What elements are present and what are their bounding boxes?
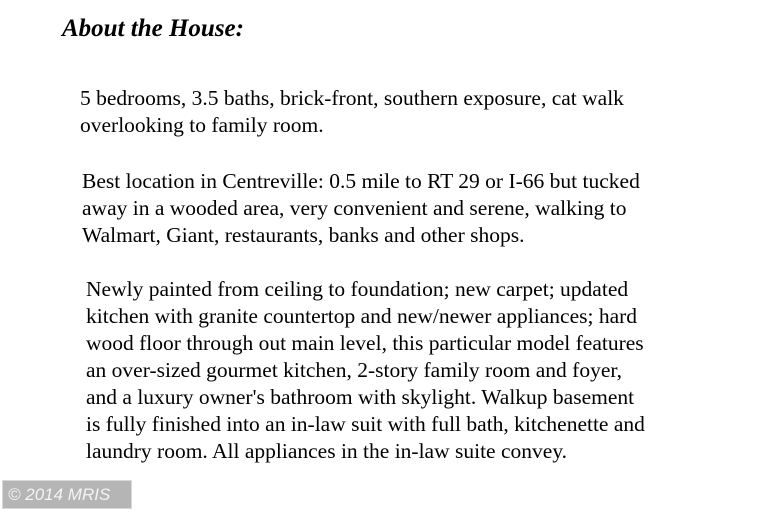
paragraph-line: away in a wooded area, very convenient and serene, walking to xyxy=(82,196,627,220)
paragraph-line: Best location in Centreville: 0.5 mile to RT 29 or I-66 but tucked xyxy=(82,169,640,193)
paragraph-line: overlooking to family room. xyxy=(80,113,324,137)
paragraph-line: 5 bedrooms, 3.5 baths, brick-front, southern exposure, cat walk xyxy=(80,86,624,110)
paragraph-line: laundry room. All appliances in the in-law suite convey. xyxy=(86,439,568,463)
paragraph-line: is fully finished into an in-law suit with full bath, kitchenette and xyxy=(86,412,645,436)
paragraph-line: wood floor through out main level, this particular model features xyxy=(86,331,644,355)
paragraph-features xyxy=(86,276,645,465)
paragraph-line: and a luxury owner's bathroom with skylight. Walkup basement xyxy=(86,385,635,409)
paragraph-overview xyxy=(80,85,624,139)
page-heading: About the House: xyxy=(62,15,244,42)
paragraph-line: kitchen with granite countertop and new/newer appliances; hard xyxy=(86,304,638,328)
paragraph-location xyxy=(82,168,640,249)
copyright-watermark: © 2014 MRIS xyxy=(2,480,132,509)
paragraph-line: Newly painted from ceiling to foundation; new carpet; updated xyxy=(86,277,629,301)
paragraph-line: an over-sized gourmet kitchen, 2-story family room and foyer, xyxy=(86,358,623,382)
paragraph-line: Walmart, Giant, restaurants, banks and other shops. xyxy=(82,223,525,247)
